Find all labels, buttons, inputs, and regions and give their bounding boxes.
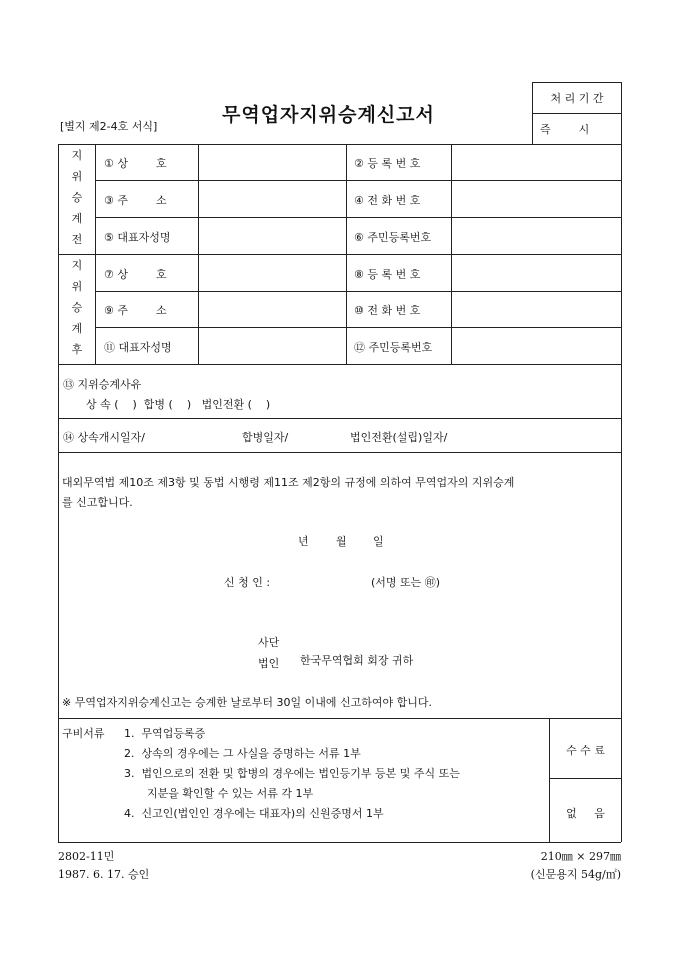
applicant-label: 신 청 인 : <box>224 576 271 589</box>
fee-value: 없 음 <box>566 807 605 820</box>
merger-date-label[interactable]: 합병일자/ <box>242 431 289 444</box>
document-item-1: 1. 무역업등록증 <box>124 727 206 740</box>
after-phone-field[interactable] <box>452 292 621 327</box>
footer-approval: 1987. 6. 17. 승인 <box>58 868 150 881</box>
documents-label: 구비서류 <box>62 727 105 740</box>
declaration-line-1: 대외무역법 제10조 제3항 및 동법 시행령 제11조 제2항의 규정에 의하여 무역업자의 지위승계 <box>62 476 515 489</box>
recipient-prefix-1: 사단 <box>258 636 280 649</box>
document-item-3-cont: 지분을 확인할 수 있는 서류 각 1부 <box>147 787 314 800</box>
before-resident-no-label: ⑥ 주민등록번호 <box>354 231 432 244</box>
footer-code: 2802-11민 <box>58 850 115 863</box>
form-number: [별지 제2-4호 서식] <box>60 120 158 133</box>
succession-reason-options[interactable]: 상 속 ( ) 합병 ( ) 법인전환 ( ) <box>86 398 271 411</box>
document-item-4: 4. 신고인(법인인 경우에는 대표자)의 신원증명서 1부 <box>124 807 384 820</box>
after-rep-name-field[interactable] <box>199 328 346 364</box>
after-side-label: 지 위 승 계 후 <box>71 259 83 356</box>
before-trade-name-field[interactable] <box>199 145 346 180</box>
document-item-2: 2. 상속의 경우에는 그 사실을 증명하는 서류 1부 <box>124 747 361 760</box>
footer-size: 210㎜ × 297㎜ <box>540 850 621 863</box>
date-month: 월 <box>336 535 347 548</box>
after-reg-no-label: ⑧ 등 록 번 호 <box>354 268 421 281</box>
after-resident-no-label: ⑫ 주민등록번호 <box>354 341 433 354</box>
conversion-date-label[interactable]: 법인전환(설립)일자/ <box>350 431 448 444</box>
after-trade-name-field[interactable] <box>199 255 346 291</box>
after-address-field[interactable] <box>199 292 346 327</box>
before-address-field[interactable] <box>199 181 346 217</box>
processing-period-label: 처 리 기 간 <box>550 92 604 105</box>
recipient: 한국무역협회 회장 귀하 <box>300 654 414 667</box>
document-item-3: 3. 법인으로의 전환 및 합병의 경우에는 법인등기부 등본 및 주식 또는 <box>124 767 460 780</box>
after-resident-no-field[interactable] <box>452 328 621 364</box>
footer-paper: (신문용지 54g/㎡) <box>530 868 621 881</box>
fee-label: 수 수 료 <box>566 744 605 757</box>
before-rep-name-field[interactable] <box>199 218 346 254</box>
before-rep-name-label: ⑤ 대표자성명 <box>104 231 171 244</box>
notice-text: ※ 무역업자지위승계신고는 승계한 날로부터 30일 이내에 신고하여야 합니다. <box>62 696 432 709</box>
succession-reason-label: ⑬ 지위승계사유 <box>63 378 142 391</box>
before-resident-no-field[interactable] <box>452 218 621 254</box>
before-trade-name-label: ① 상 호 <box>104 157 167 170</box>
before-side-label: 지 위 승 계 전 <box>71 149 83 246</box>
after-phone-label: ⑩ 전 화 번 호 <box>354 304 421 317</box>
after-trade-name-label: ⑦ 상 호 <box>104 268 167 281</box>
after-address-label: ⑨ 주 소 <box>104 304 167 317</box>
date-year: 년 <box>298 535 309 548</box>
declaration-line-2: 를 신고합니다. <box>62 496 133 509</box>
after-rep-name-label: ⑪ 대표자성명 <box>104 341 172 354</box>
signature-label[interactable]: (서명 또는 ㊞) <box>371 576 441 589</box>
before-phone-field[interactable] <box>452 181 621 217</box>
form-title: 무역업자지위승계신고서 <box>222 104 435 126</box>
before-reg-no-field[interactable] <box>452 145 621 180</box>
processing-period-value: 즉 시 <box>540 123 590 136</box>
before-phone-label: ④ 전 화 번 호 <box>354 194 421 207</box>
date-day: 일 <box>373 535 384 548</box>
before-address-label: ③ 주 소 <box>104 194 167 207</box>
recipient-prefix-2: 법인 <box>258 657 280 670</box>
after-reg-no-field[interactable] <box>452 255 621 291</box>
before-reg-no-label: ② 등 록 번 호 <box>354 157 421 170</box>
inherit-date-label[interactable]: ⑭ 상속개시일자/ <box>63 431 145 444</box>
